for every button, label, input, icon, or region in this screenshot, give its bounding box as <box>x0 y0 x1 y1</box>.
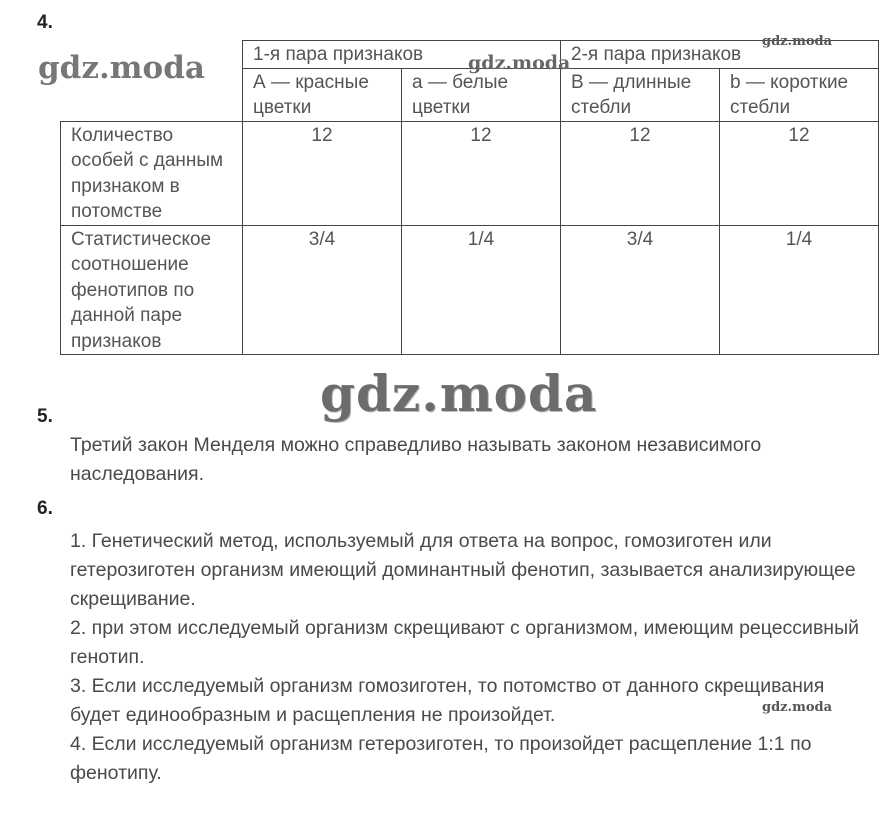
watermark: gdz.moda <box>762 700 833 715</box>
table-corner-cell <box>61 41 243 122</box>
table-cell: 12 <box>402 121 561 225</box>
watermark: gdz.moda <box>38 50 205 86</box>
list-item: 3. Если исследуемый организм гомозиготен, то потомство от данного скрещивания будет единообразным и расщепления не произойдет. <box>70 675 825 726</box>
table-cell: 1/4 <box>402 225 561 355</box>
table-cell: 3/4 <box>561 225 720 355</box>
task-number-5: 5. <box>37 406 53 427</box>
table-cell: 3/4 <box>243 225 402 355</box>
subheader-cell: В — длинные стебли <box>561 68 720 121</box>
table-cell: 12 <box>561 121 720 225</box>
list-item: 1. Генетический метод, используемый для ответа на вопрос, гомозиготен или гетерозиготен организм имеющий доминантный фенотип, зазывается анализирующее скрещивание. <box>70 530 856 610</box>
table-cell: 12 <box>720 121 879 225</box>
table-header-row <box>61 41 879 69</box>
watermark: gdz.moda <box>762 34 833 49</box>
row-label: Количество особей с данным признаком в потомстве <box>61 121 243 225</box>
watermark: gdz.moda <box>320 364 598 423</box>
answer-6-list <box>70 527 870 788</box>
row-label: Статистическое соотношение фенотипов по данной паре признаков <box>61 225 243 355</box>
task-number-4: 4. <box>37 12 53 33</box>
answer-5-paragraph: Третий закон Менделя можно справедливо называть законом независимого наследования. <box>70 434 762 485</box>
task-number-6: 6. <box>37 498 53 519</box>
subheader-cell: А — красные цветки <box>243 68 402 121</box>
group-header-2: 2-я пара признаков <box>561 41 879 69</box>
subheader-cell: b — короткие стебли <box>720 68 879 121</box>
list-item: 2. при этом исследуемый организм скрещивают с организмом, имеющим рецессивный генотип. <box>70 617 859 668</box>
table-row <box>61 121 879 225</box>
table-cell: 1/4 <box>720 225 879 355</box>
group-header-1: 1-я пара признаков <box>243 41 561 69</box>
table-row <box>61 225 879 355</box>
watermark: gdz.moda <box>468 52 571 74</box>
table-cell: 12 <box>243 121 402 225</box>
list-item: 4. Если исследуемый организм гетерозиготен, то произойдет расщепление 1:1 по фенотипу. <box>70 733 812 784</box>
answer-5-text <box>70 431 870 489</box>
subheader-cell: а — белые цветки <box>402 68 561 121</box>
trait-table <box>60 40 879 355</box>
